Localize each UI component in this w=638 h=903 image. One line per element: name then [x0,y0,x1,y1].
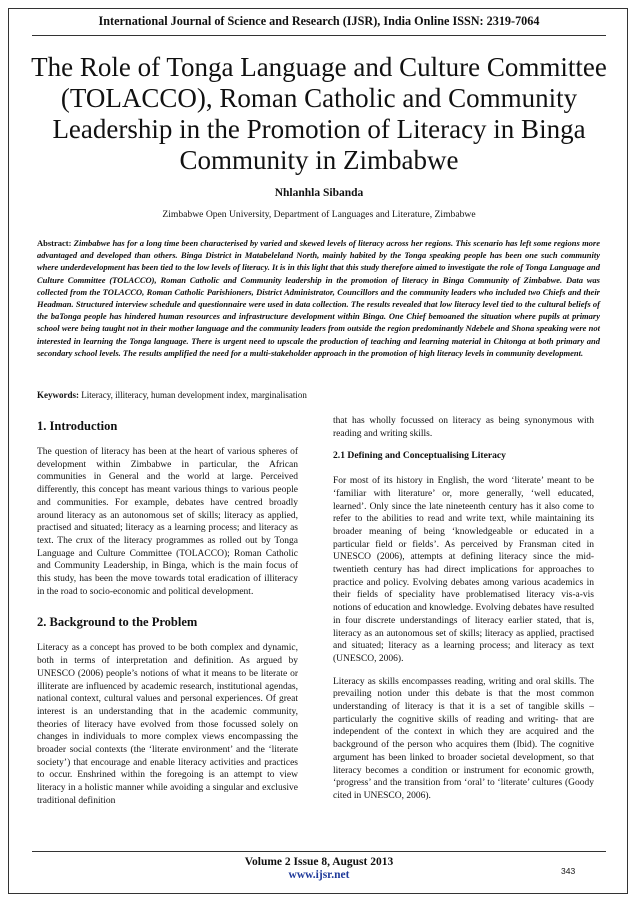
keywords [37,389,600,401]
introduction-heading: 1. Introduction [37,419,118,433]
journal-header: International Journal of Science and Research (IJSR), India Online ISSN: 2319-7064 [98,14,540,28]
right-column [333,415,594,813]
journal-url[interactable]: www.ijsr.net [288,869,350,881]
page-footer [30,856,608,882]
continuation-paragraph: that has wholly focussed on literacy as being synonymous with reading and writing skills. [333,416,594,439]
volume-line: Volume 2 Issue 8, August 2013 [244,856,394,868]
footer-rule [32,851,606,852]
definition-paragraph: For most of its history in English, the word ‘literate’ meant to be ‘familiar with literature’ or, more generally, ‘well educated, learned’. Only since the late nineteenth century has it also come to refer to the abilities to read and write text, while maintaining its broader meaning of being ‘knowledgeable or educated in a particular field or fields’. As perceived by Fransman cited in UNESCO (2006), attempts at defining literacy since the mid-twentieth century has had direct implications for approaches to practice and policy. Evolving debates among various academics in their fields of speciality have problematised literacy vis-a-vis notions of education and knowledge. Evolving debates have resulted in four discrete understandings of literacy earlier stated, that is, literacy as an autonomous set of skills; literacy as applied, practised and situated; literacy as a learning process; and literacy as text (UNESCO, 2006). [333,476,594,664]
author-name: Nhlanhla Sibanda [274,187,364,199]
skills-paragraph: Literacy as skills encompasses reading, writing and oral skills. The prevailing notion under this debate is that the most common understanding of literacy is that it is a set of tangible skills – particularly the cognitive skills of reading and writing- that are independent of the context in which they are acquired and the background of the person who acquires them (Ibid). The cognitive argument has been linked to broader societal development, so that literacy becomes a condition or instrument for economic growth, ‘progress’ and the transition from ‘oral’ to ‘literate’ cultures (Goody cited in UNESCO, 2006). [333,676,594,801]
subsection-heading: 2.1 Defining and Conceptualising Literacy [333,450,506,462]
background-paragraph: Literacy as a concept has proved to be both complex and dynamic, both in terms of interpretation and definition. As argued by UNESCO (2006) people’s notions of what it means to be literate or illiterate are influenced by academic research, institutional agendas, national context, cultural values and personal experiences. Of great interest is an understanding that in the academic community, theories of literacy have evolved from those focussed solely on changes in individuals to more complex views encompassing the broader social contexts (the ‘literate environment’ and the ‘literate society’) that encourage and enable literacy activities and practices to occur. Enshrined within the foregoing is an attempt to view literacy in a holistic manner while avoiding a singular and exclusive traditional definition [37,643,298,806]
introduction-paragraph: The question of literacy has been at the heart of various spheres of development within Zimbabwe in particular, the African communities in General and the world at large. Perceived differently, this concept has meant various things to various people and communities. For example, debates have centred broadly around literacy as an autonomous set of skills; literacy as applied, practised and situated; literacy as a learning process; and literacy as text. The crux of the literacy programmes as rolled out by Tonga Language and Culture Committee (TOLACCO); Roman Catholic and Community Leadership, in Binga, which is the main focus of this study, has been the move towards total eradication of illiteracy in the road to socio-economic and political development. [37,447,298,597]
header-rule [32,35,606,36]
paper-title: The Role of Tonga Language and Culture Committee (TOLACCO), Roman Catholic and Community Leadership in the Promotion of Literacy in Binga Community in Zimbabwe [31,52,607,175]
abstract-text: Zimbabwe has for a long time been characterised by varied and skewed levels of literacy across her regions. This scenario has left some regions more advantaged and developed than others. Binga District in Matabeleland North, mainly habited by the Tonga speaking people has been one such community where underdevelopment has been tied to the low levels of literacy. It is in this light that this study therefore aimed to investigate the role of Tonga Language and Culture Committee (TOLACCO), Roman Catholic and Community leadership in the promotion of literacy in Binga Community of Zimbabwe. Data was collected from the TOLACCO, Roman Catholic Parishioners, District Administrator, Councillors and the community leaders who included two Chiefs and their Headman. Structured interview schedule and questionnaire were used in data collection. The results revealed that low literacy level tied to the cultural beliefs of the baTonga people has hindered human resources and infrastructure development within Binga. One Chief bemoaned the situation where pupils at primary school were being taught not in their mother language and the community leaders from outside the region predominantly Ndebele and Shona speaking were not interested in learning the Tonga language. There is urgent need to upscale the production of teaching and learning material in Chitonga at both primary and secondary school levels. The results amplified the need for a multi-stakeholder approach in the promotion of high literacy levels in community development. [37,238,601,358]
page-number: 343 [561,866,576,876]
background-heading: 2. Background to the Problem [37,615,198,630]
keywords-text: Literacy, illiteracy, human development index, marginalisation [81,390,307,400]
abstract-label: Abstract: [37,238,72,248]
author-affiliation: Zimbabwe Open University, Department of Languages and Literature, Zimbabwe [162,209,476,220]
abstract [37,237,600,359]
keywords-label: Keywords: [37,390,79,400]
left-column [37,418,298,818]
